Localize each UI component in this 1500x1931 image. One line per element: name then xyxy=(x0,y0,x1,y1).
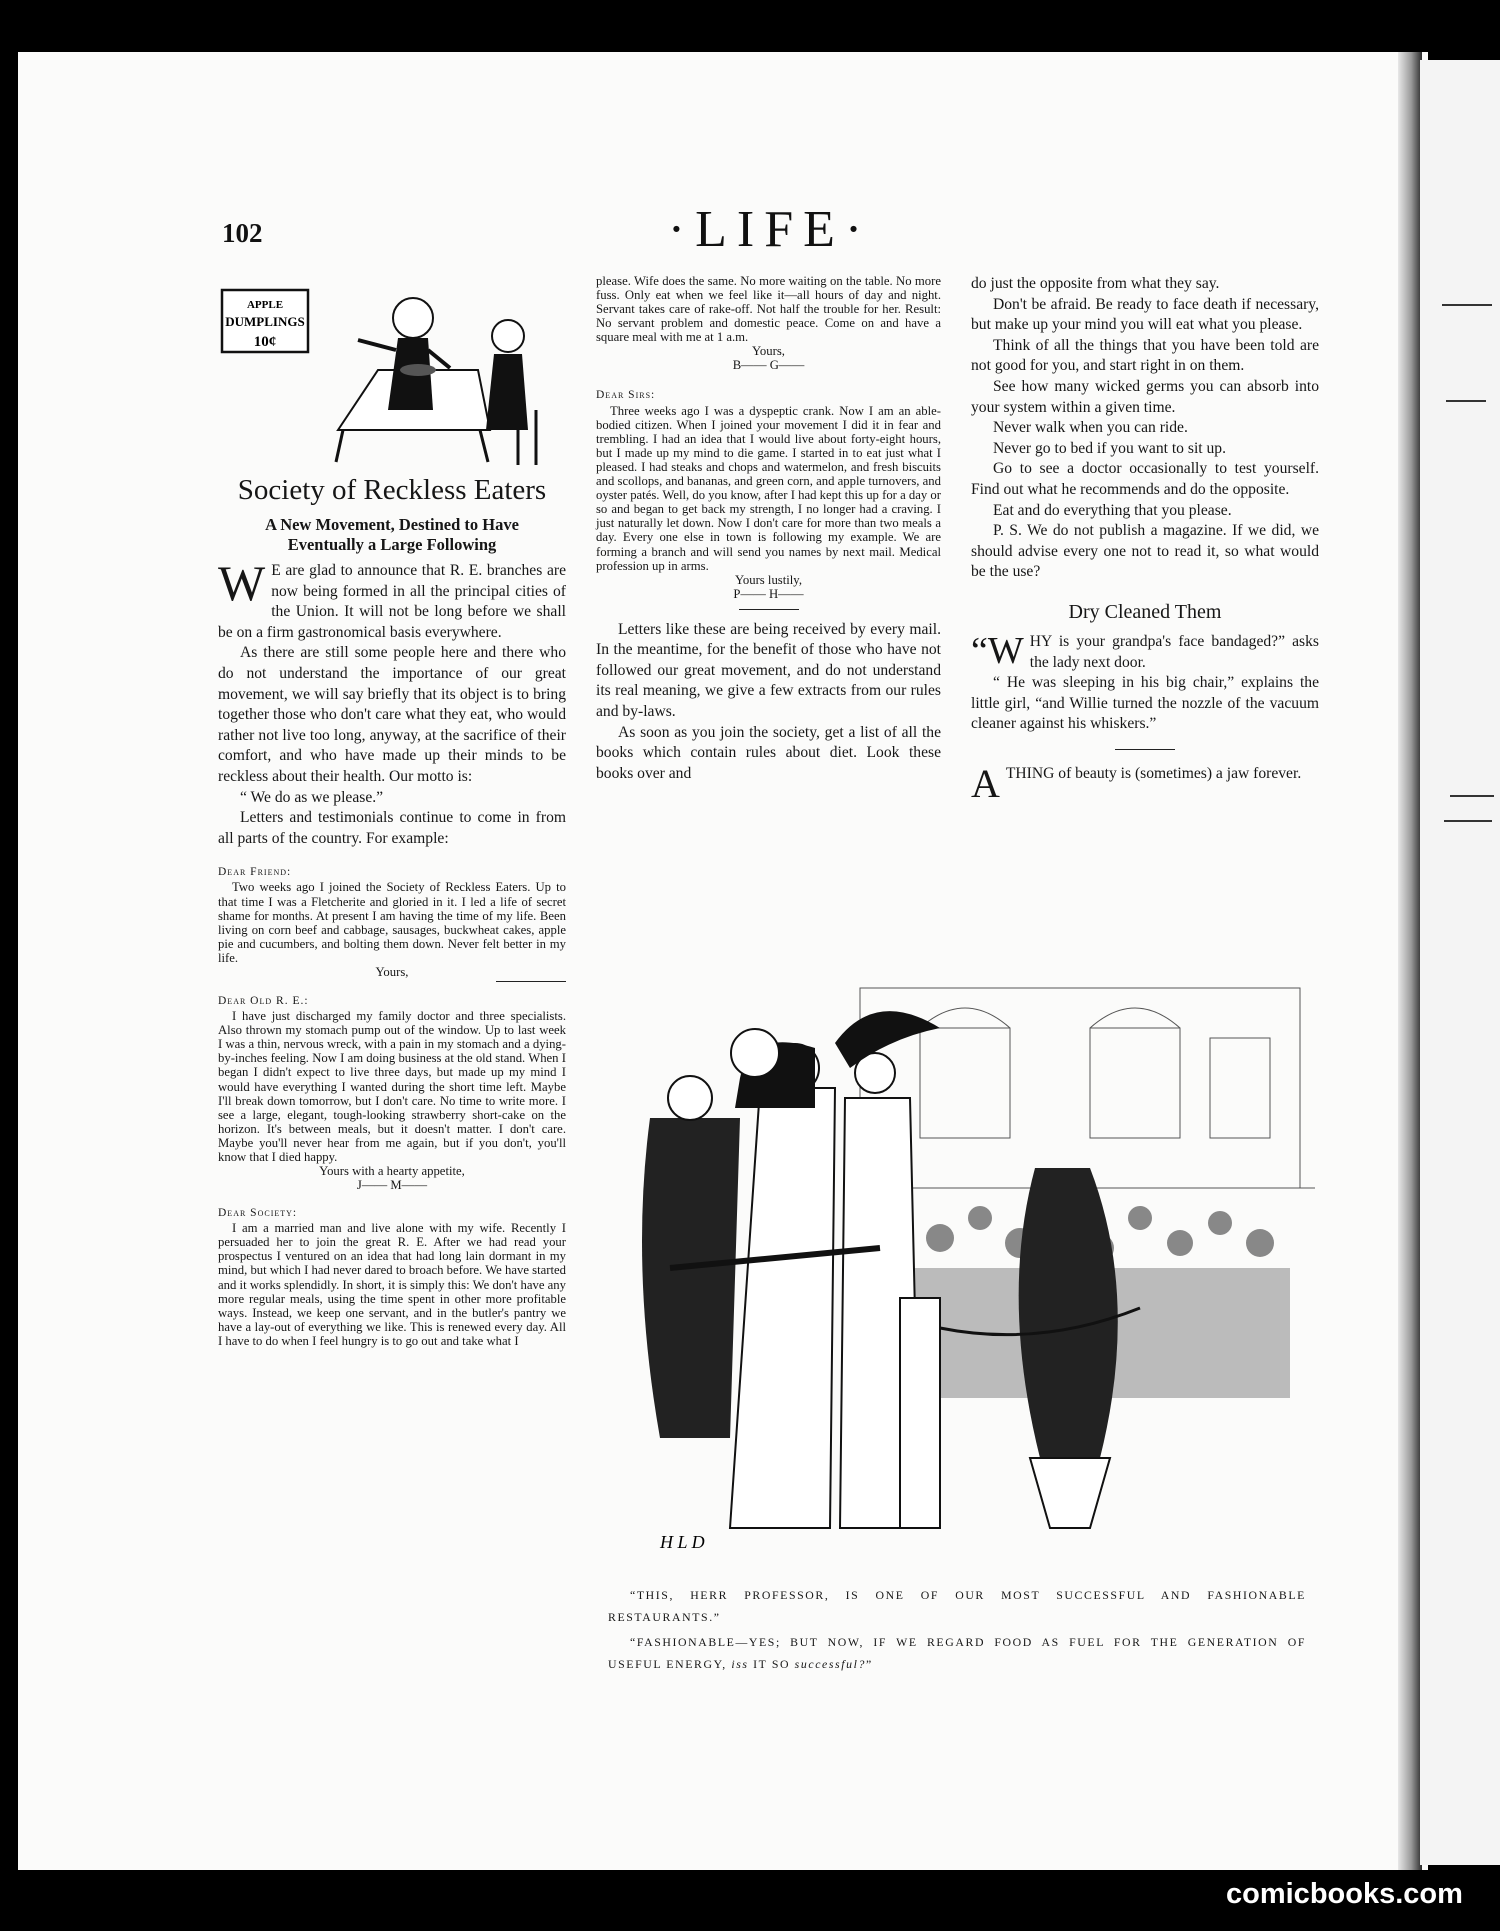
letter-salutation: Dear Old R. E.: xyxy=(218,994,309,1007)
diners-illustration xyxy=(218,280,548,470)
article-subtitle xyxy=(218,515,566,555)
caption-quote: ” xyxy=(866,1657,873,1671)
rule-paragraph: Go to see a doctor occasionally to test yourself. Find out what he recommends and do the opposite. xyxy=(971,460,1319,498)
caption-text: IT SO xyxy=(753,1657,791,1671)
column-2 xyxy=(596,274,941,784)
caption-line-1: “THIS, HERR PROFESSOR, IS ONE OF OUR MOST SUCCESSFUL AND FASHIONABLE RESTAURANTS.” xyxy=(608,1588,1306,1624)
caption-emphasis: iss xyxy=(731,1657,749,1671)
letter-salutation: Dear Sirs: xyxy=(596,389,656,402)
motto: “ We do as we please.” xyxy=(240,788,384,806)
dropcap-w: W xyxy=(218,555,266,611)
caption-text: “FASHIONABLE—YES; BUT NOW, IF WE REGARD FOOD AS FUEL FOR THE GENERATION OF USEFUL ENERGY, xyxy=(608,1635,1306,1671)
caption-emphasis: successful? xyxy=(794,1657,867,1671)
dropcap-a: A xyxy=(971,760,1000,806)
sign-line-3: 10¢ xyxy=(253,334,277,350)
dropcap-w: “W xyxy=(971,629,1024,672)
joke-paragraph: “ He was sleeping in his big chair,” explains the little girl, “and Willie turned the nozzle of the vacuum cleaner against his whiskers.” xyxy=(971,674,1319,733)
restaurant-illustration xyxy=(620,968,1315,1568)
sign-line-2: DUMPLINGS xyxy=(225,314,305,329)
letter-salutation: Dear Society: xyxy=(218,1207,298,1220)
testimonials-paragraph: Letters and testimonials continue to come in from all parts of the country. For example: xyxy=(218,809,566,847)
object-paragraph: As there are still some people here and there who do not understand the importance of our great movement, we will say briefly that its object is to bring together those who don't care what they eat, who would rather not live too long, anyway, at the sacrifice of their comfort, and who have made up their minds to be reckless about their health. Our motto is: xyxy=(218,644,566,785)
letter-dear-society xyxy=(218,1206,566,1348)
letter-closing: Yours, xyxy=(375,964,409,979)
letter-dear-friend xyxy=(218,865,566,982)
intro-paragraph: E are glad to announce that R. E. branches are now being formed in all the principal cities of the Union. It will not be long before we shall be on a firm gastronomical basis everywhere. xyxy=(218,562,566,641)
caption-line-2 xyxy=(608,1631,1306,1675)
site-watermark: comicbooks.com xyxy=(1226,1878,1463,1910)
letter-body: Three weeks ago I was a dyspeptic crank. Now I am an able-bodied citizen. When I joined your movement I did it in fear and trembling. I had an idea that I would live about forty-eight hours, but I made up my mind to die game. I started in to eat just what I pleased. I had steaks and chops and watermelon, and fresh biscuits and scollops, and bananas, and green corn, and apple turnovers, and oyster patés. Well, do you know, after I had kept this up for a day or so and began to get back my strength, I no longer had a craving. I just naturally let down. Now I don't care for more than two meals a day. Every one else in town is following my example. We are forming a branch and will send you names by next mail. Medical profession up in arms. xyxy=(596,403,941,573)
letter-signature: J—— M—— xyxy=(356,1178,428,1193)
letter-body: I have just discharged my family doctor and three specialists. Also thrown my stomach pump out of the window. Up to last week I was a thin, nervous wreck, with a pain in my stomach and a dying-by-inches feeling. Now I am doing business at the old stand. When I began I didn't expect to live three days, but made up my mind I would have everything I wanted during the short time left. Maybe I'll break down tomorrow, but I don't care. No time to write more. I see a large, elegant, tough-looking strawberry short-cake on the horizon. It's between meals, but it doesn't matter. I don't care. Maybe you'll never hear from me again, but if you don't, you'll know that I died happy. xyxy=(218,1009,566,1164)
dry-cleaned-title: Dry Cleaned Them xyxy=(1068,600,1222,623)
rule-paragraph: Think of all the things that you have been told are not good for you, and start right in on them. xyxy=(971,336,1319,375)
masthead: ·LIFE· xyxy=(667,201,873,258)
column-1 xyxy=(218,474,566,1348)
letter-body-continued: please. Wife does the same. No more waiting on the table. No more fuss. Only eat when we feel like it—all hours of day and night. Servant takes care of rake-off. Not half the trouble for her. Result: No servant problem and domestic peace. Come on and have a square meal with me at 1 a.m. xyxy=(596,274,941,345)
letter-dear-sirs xyxy=(596,388,941,600)
rule-paragraph: Never walk when you can ride. xyxy=(993,419,1188,437)
page-number: 102 xyxy=(222,218,263,248)
letter-dear-old-re xyxy=(218,994,566,1192)
rule-paragraph: Eat and do everything that you please. xyxy=(993,501,1232,519)
rule-continued: do just the opposite from what they say. xyxy=(971,275,1220,292)
binding-gutter xyxy=(1398,52,1422,1870)
letter-body: Two weeks ago I joined the Society of Reckless Eaters. Up to that time I was a Fletcherite and gloried in it. I led a life of secret shame for months. At present I am having the time of my life. Been living on corn beef and cabbage, sausages, buckwheat cakes, apple pie and cucumbers, and bolting them down. Never felt better in my life. xyxy=(218,880,566,965)
rule-paragraph: Don't be afraid. Be ready to face death if necessary, but make up your mind you will eat what you please. xyxy=(971,295,1319,334)
letter-signature: B—— G—— xyxy=(732,358,805,373)
artist-signature: H L D xyxy=(660,1532,705,1552)
postscript-paragraph: P. S. We do not publish a magazine. If we did, we should advise every one not to read it, so what would be the use? xyxy=(971,522,1319,581)
letter-body: I am a married man and live alone with my wife. Recently I persuaded her to join the great R. E. After we had read your prospectus I ventured on an idea that had long lain dormant in my mind, but which I had never dared to broach before. We have started and it works splendidly. In short, it is simply this: We don't have any more regular meals, using the time spent in other more profitable ways. Instead, we keep one servant, and in the butler's pantry we have a lay-out of everything we like. This is renewed every day. All I have to do when I feel hungry is to go out and take what I xyxy=(218,1221,566,1348)
joke-paragraph: HY is your grandpa's face bandaged?” asks the lady next door. xyxy=(1029,632,1319,671)
letter-salutation: Dear Friend: xyxy=(218,866,292,879)
rules-first-paragraph: As soon as you join the society, get a list of all the books which contain rules about diet. Look these books over and xyxy=(596,723,941,782)
rules-intro-paragraph: Letters like these are being received by every mail. In the meantime, for the benefit of those who have not followed our great movement, and do not understand its real meaning, we give a few extracts from our rules and by-laws. xyxy=(596,620,941,721)
facing-page-edge xyxy=(1420,60,1500,1865)
subtitle-line-1: A New Movement, Destined to Have xyxy=(265,515,519,534)
rule-paragraph: Never go to bed if you want to sit up. xyxy=(993,439,1227,457)
epigram: THING of beauty is (sometimes) a jaw forever. xyxy=(1005,764,1302,782)
rule-paragraph: See how many wicked germs you can absorb into your system within a given time. xyxy=(971,377,1319,416)
letter-closing: Yours with a hearty appetite, xyxy=(319,1164,465,1179)
letter-closing: Yours, xyxy=(752,344,785,359)
article-title: Society of Reckless Eaters xyxy=(237,474,547,506)
letter-closing: Yours lustily, xyxy=(735,572,802,587)
illustration-caption xyxy=(608,1584,1306,1675)
subtitle-line-2: Eventually a Large Following xyxy=(287,535,497,554)
letter-signature: P—— H—— xyxy=(733,586,804,601)
sign-line-1: APPLE xyxy=(246,299,284,311)
column-3 xyxy=(971,274,1319,806)
